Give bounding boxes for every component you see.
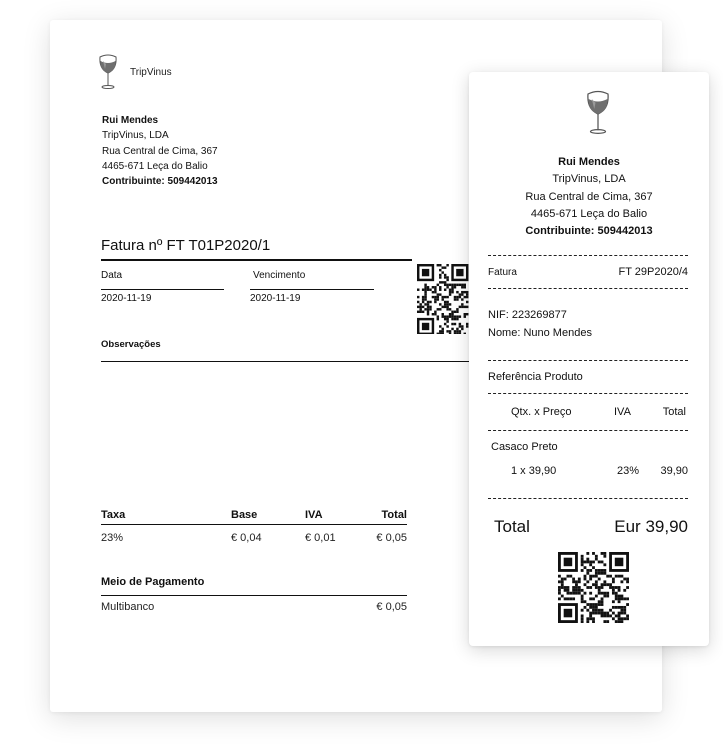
receipt-col-qty-price: Qtx. x Preço <box>511 406 572 418</box>
date-value: 2020-11-19 <box>101 293 152 304</box>
qr-code-icon <box>417 264 469 334</box>
receipt-issuer-street: Rua Central de Cima, 367 <box>525 190 653 203</box>
receipt-nif: NIF: 223269877 <box>488 309 567 321</box>
issuer-block <box>102 113 218 189</box>
receipt-item-iva: 23% <box>617 465 640 477</box>
receipt-total-value: Eur 39,90 <box>614 517 688 536</box>
payment-divider <box>101 595 407 596</box>
receipt-doc-number: FT 29P2020/4 <box>618 266 688 278</box>
issuer-street: Rua Central de Cima, 367 <box>102 145 218 157</box>
receipt-doc-label: Fatura <box>488 267 517 278</box>
tax-iva: € 0,01 <box>305 532 336 544</box>
receipt-divider <box>488 393 688 394</box>
receipt-item-qty-price: 1 x 39,90 <box>511 465 557 477</box>
receipt-item-total: 39,90 <box>660 465 688 477</box>
payment-label: Meio de Pagamento <box>101 576 205 588</box>
receipt-divider <box>488 255 688 256</box>
receipt-divider <box>488 360 688 361</box>
tax-header-base: Base <box>231 509 258 521</box>
receipt-issuer-block <box>469 154 709 240</box>
receipt-divider <box>488 498 688 499</box>
receipt-card <box>469 72 709 646</box>
receipt-ref-label: Referência Produto <box>488 371 583 383</box>
qr-code-icon <box>558 552 629 623</box>
receipt-issuer-name: Rui Mendes <box>558 156 620 168</box>
receipt-col-total: Total <box>662 406 686 418</box>
invoice-title: Fatura nº FT T01P2020/1 <box>101 237 271 254</box>
tax-divider <box>101 524 407 525</box>
tax-header-rate: Taxa <box>101 509 126 521</box>
payment-amount: € 0,05 <box>376 601 407 613</box>
payment-method: Multibanco <box>101 601 155 613</box>
receipt-issuer-taxid: Contribuinte: 509442013 <box>525 225 653 238</box>
receipt-divider <box>488 430 688 431</box>
wine-glass-logo-icon <box>584 89 612 139</box>
notes-label: Observações <box>101 339 161 350</box>
tax-rate: 23% <box>101 532 124 544</box>
issuer-name: Rui Mendes <box>102 115 159 126</box>
due-value: 2020-11-19 <box>250 293 301 304</box>
issuer-taxid: Contribuinte: 509442013 <box>102 176 218 188</box>
date-label: Data <box>101 270 123 281</box>
receipt-customer-name: Nome: Nuno Mendes <box>488 327 592 339</box>
tax-base: € 0,04 <box>231 532 262 544</box>
receipt-divider <box>488 288 688 289</box>
date-divider <box>101 289 224 290</box>
receipt-col-iva: IVA <box>614 406 631 418</box>
title-divider <box>101 259 412 261</box>
tax-header-total: Total <box>381 509 407 521</box>
receipt-item-name: Casaco Preto <box>491 441 558 453</box>
receipt-issuer-company: TripVinus, LDA <box>552 173 626 186</box>
issuer-company: TripVinus, LDA <box>102 130 169 142</box>
due-label: Vencimento <box>253 270 306 281</box>
issuer-postal: 4465-671 Leça do Balio <box>102 160 208 172</box>
notes-divider <box>101 361 469 362</box>
receipt-issuer-postal: 4465-671 Leça do Balio <box>530 207 648 220</box>
receipt-total-label: Total <box>494 517 530 536</box>
tax-header-iva: IVA <box>305 509 323 521</box>
tax-total: € 0,05 <box>376 532 407 544</box>
due-divider <box>250 289 374 290</box>
wine-glass-logo-icon <box>97 53 119 93</box>
brand-name: TripVinus <box>130 67 172 78</box>
